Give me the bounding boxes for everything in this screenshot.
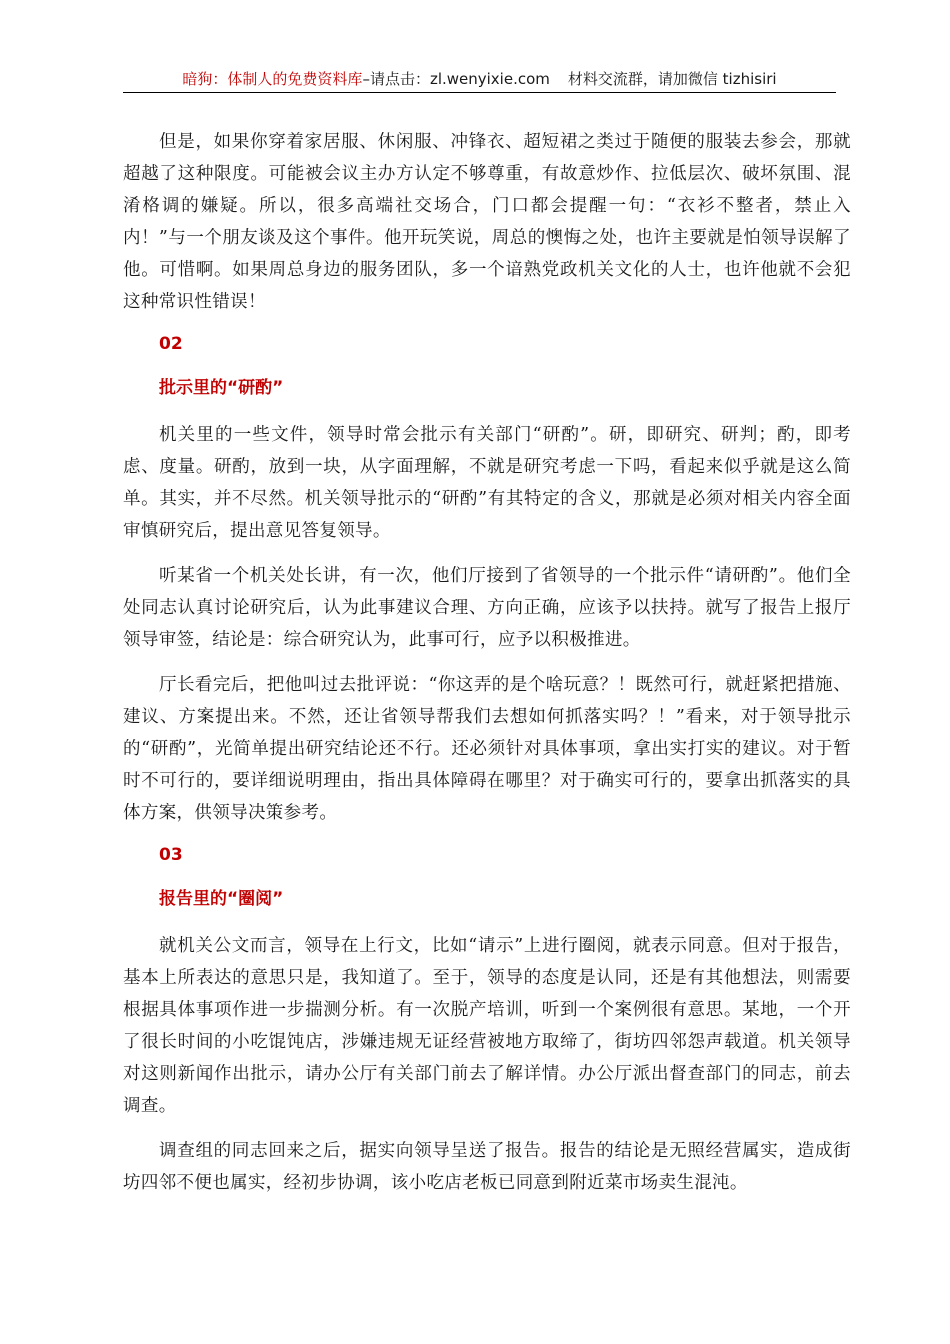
paragraph: 厅长看完后，把他叫过去批评说：“你这弄的是个啥玩意？！既然可行，就赶紧把措施、建议、方案提出来。不然，还让省领导帮我们去想如何抓落实吗？！”看来，对于领导批示的“研酌”，光简单提出研究结论还不行。还必须针对具体事项，拿出实打实的建议。对于暂时不可行的，要详细说明理由，指出具体障碍在哪里？对于确实可行的，要拿出抓落实的具体方案，供领导决策参考。 bbox=[123, 675, 851, 823]
section-number: 03 bbox=[159, 845, 183, 865]
header-site-name: 暗狗：体制人的免费资料库 bbox=[182, 70, 363, 88]
section-title: 批示里的“研酌” bbox=[159, 378, 284, 398]
paragraph: 就机关公文而言，领导在上行文，比如“请示”上进行圈阅，就表示同意。但对于报告，基本上所表达的意思只是，我知道了。至于，领导的态度是认同，还是有其他想法，则需要根据具体事项作进一步揣测分析。有一次脱产培训，听到一个案例很有意思。某地，一个开了很长时间的小吃馄饨店，涉嫌违规无证经营被地方取缔了，街坊四邻怨声载道。机关领导对这则新闻作出批示，请办公厅有关部门前去了解详情。办公厅派出督查部门的同志，前去调查。 bbox=[123, 936, 851, 1116]
paragraph: 听某省一个机关处长讲，有一次，他们厅接到了省领导的一个批示件“请研酌”。他们全处同志认真讨论研究后，认为此事建议合理、方向正确，应该予以扶持。就写了报告上报厅领导审签，结论是：综合研究认为，此事可行，应予以积极推进。 bbox=[123, 566, 851, 650]
page-header bbox=[123, 66, 836, 93]
article-body bbox=[123, 126, 851, 1212]
section-title: 报告里的“圈阅” bbox=[159, 889, 284, 909]
header-wechat-note: 材料交流群，请加微信 tizhisiri bbox=[567, 70, 777, 88]
header-click-label: –请点击： bbox=[362, 70, 430, 88]
header-url-link[interactable]: zl.wenyixie.com bbox=[429, 70, 550, 88]
section-number: 02 bbox=[159, 334, 183, 354]
paragraph: 调查组的同志回来之后，据实向领导呈送了报告。报告的结论是无照经营属实，造成街坊四邻不便也属实，经初步协调，该小吃店老板已同意到附近菜市场卖生混沌。 bbox=[123, 1141, 851, 1193]
paragraph: 机关里的一些文件，领导时常会批示有关部门“研酌”。研，即研究、研判；酌，即考虑、度量。研酌，放到一块，从字面理解，不就是研究考虑一下吗，看起来似乎就是这么简单。其实，并不尽然。机关领导批示的“研酌”有其特定的含义，那就是必须对相关内容全面审慎研究后，提出意见答复领导。 bbox=[123, 425, 851, 541]
paragraph: 但是，如果你穿着家居服、休闲服、冲锋衣、超短裙之类过于随便的服装去参会，那就超越了这种限度。可能被会议主办方认定不够尊重，有故意炒作、拉低层次、破坏氛围、混淆格调的嫌疑。所以，很多高端社交场合，门口都会提醒一句：“衣衫不整者，禁止入内！”与一个朋友谈及这个事件。他开玩笑说，周总的懊悔之处，也许主要就是怕领导误解了他。可惜啊。如果周总身边的服务团队，多一个谙熟党政机关文化的人士，也许他就不会犯这种常识性错误！ bbox=[123, 132, 851, 312]
